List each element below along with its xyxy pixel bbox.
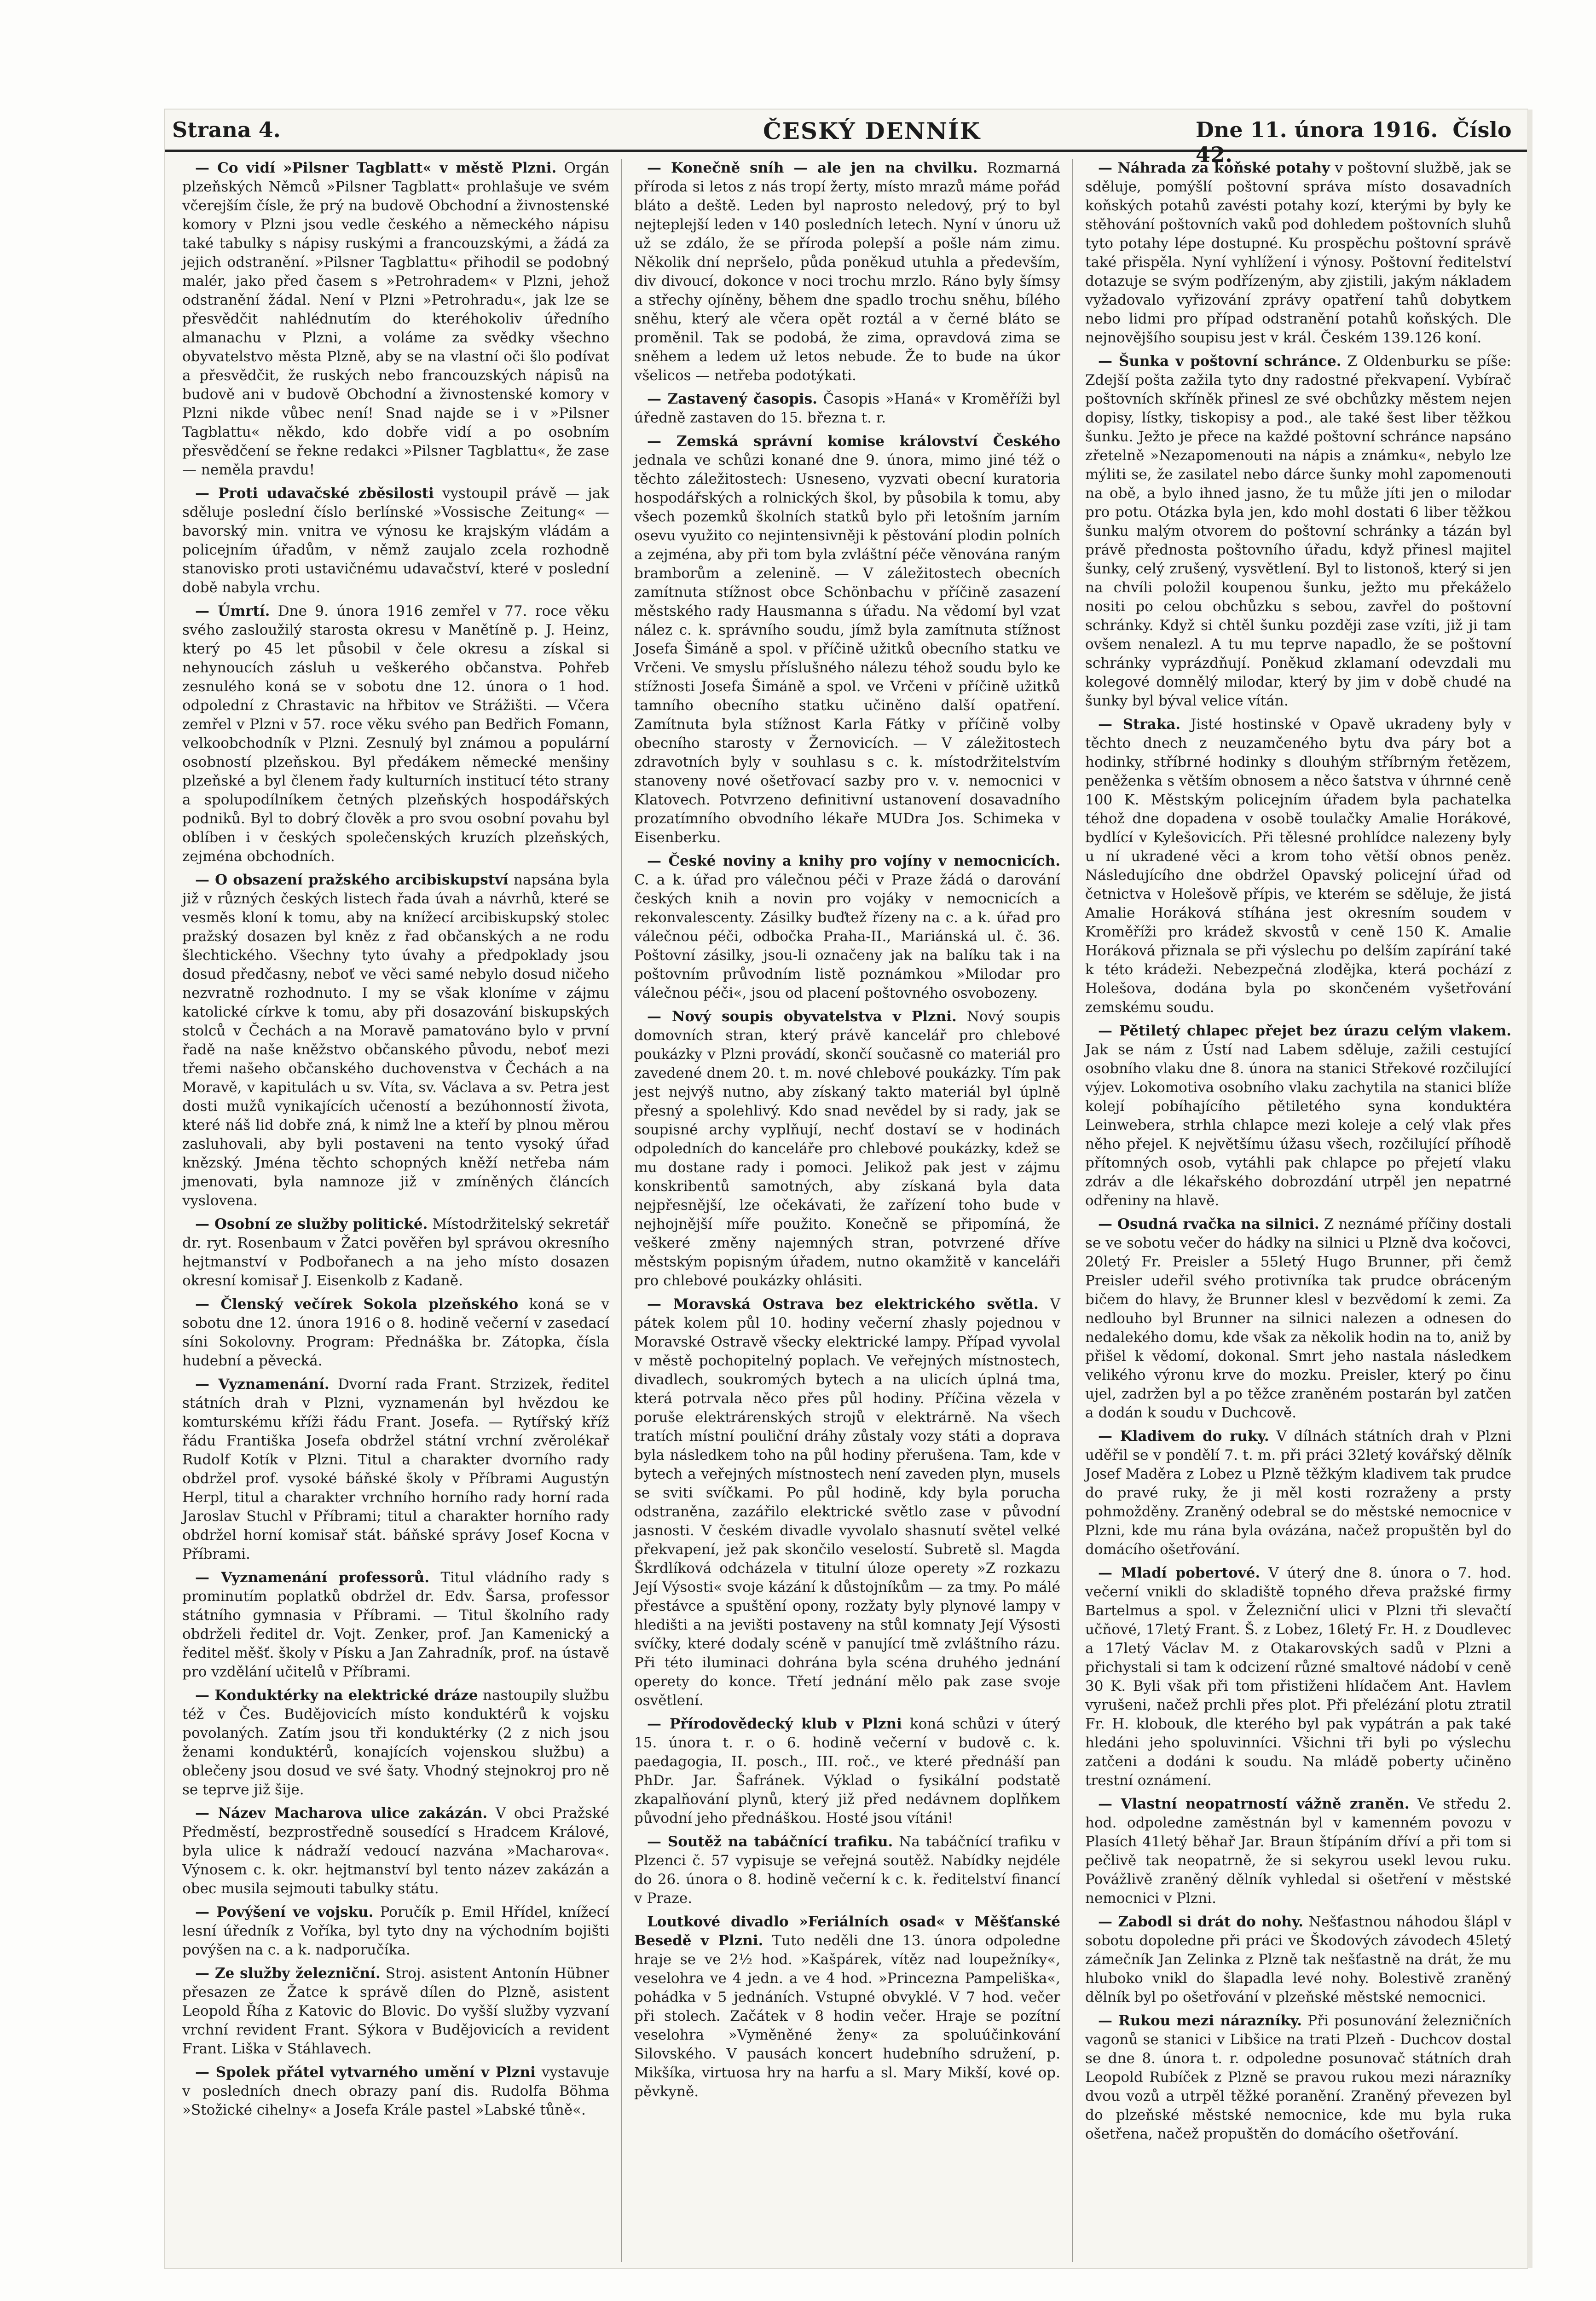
- article: [634, 1295, 1060, 1710]
- article-headline: — Náhrada za koňské potahy: [1098, 160, 1330, 176]
- article-body: koná se v sobotu dne 12. února 1916 o 8. hodině večerní v zasedací síni Sokolovny. Program: Přednáška br. Zátopka, čísla hudební a pěvecká.: [182, 1296, 609, 1369]
- article: [182, 484, 609, 597]
- article-body: Jak se nám z Ústí nad Labem sděluje, zažili cestující osobního vlaku dne 8. února na stanici Střekové rozčilující výjev. Lokomotiva osobního vlaku zachytila na stanici blíže kolejí pobíhajícího pětiletého syna konduktéra Leinwebera, strhla chlapce mezi koleje a celý vlak přes něho přejel. K největšímu úžasu všech, rozčilující příhodě přítomných osob, vytáhli pak chlapce po přejetí vlaku zdráv a dle lékařského dobrozdání utrpěl jen nepatrné odřeniny na hlavě.: [1085, 1041, 1511, 1209]
- article: [1085, 159, 1511, 347]
- page-number: Strana 4.: [172, 117, 281, 142]
- article: [1085, 2012, 1511, 2144]
- article-headline: — Spolek přátel vytvarného umění v Plzni: [195, 2064, 536, 2081]
- article: [1085, 1564, 1511, 1790]
- article: [1085, 352, 1511, 711]
- article-body: vystoupil právě — jak sděluje poslední číslo berlínské »Vossische Zeitung« — bavorský min. vnitra ve výnosu ke krajským vládám a policejním úřadům, v němž zaujalo zcela rozhodně stanovisko proti ustavičnému udavačství, které v poslední době nabyla vrchu.: [182, 485, 609, 596]
- article-body: koná schůzi v úterý 15. února t. r. o 6. hodině večerní v budově c. k. paedagogia, II. posch., III. roč., ve které přednáší pan PhDr. Jar. Šafránek. Výklad o fysikální podstatě zkapalňování plynů, který již před nedávnem doplňkem původní jeho přednáškou. Hosté jsou vítáni!: [634, 1716, 1060, 1827]
- column-2: [621, 159, 1072, 2262]
- article-body: Z neznámé příčiny dostali se ve sobotu večer do hádky na silnici u Plzně dva kočovci, 20letý Fr. Preisler a 55letý Hugo Brunner, při čemž Preisler udeřil svého protivníka tak prudce obráceným bičem do hlavy, že Brunner klesl v bezvědomí k zemi. Za nedlouho byl Brunner na silnici nalezen a odnesen do nedalekého domu, kde však za několik hodin na to, aniž by přišel k vědomí, dokonal. Smrt jeho nastala následkem velikého výronu krve do mozku. Preisler, který po činu ujel, zadržen byl a po těžce zraněném postarán byl zatčen a dodán k soudu v Duchcově.: [1085, 1216, 1512, 1421]
- article: [634, 1715, 1060, 1828]
- article-headline: — Mladí pobertové.: [1098, 1565, 1261, 1581]
- article: [182, 2063, 609, 2120]
- article: [634, 1913, 1060, 2101]
- article-body: jednala ve schůzi konané dne 9. února, mimo jiné též o těchto záležitostech: Usneseno, vyzvati obecní kuratoria hospodářských a rolnických škol, by působila k tomu, aby všech pozemků školních statků bylo při letošním jarním osevu využito co nejintensivněji k pěstování plodin polních a zejména, aby při tom byla zvláštní péče věnována raným bramborům a zelenině. — V záležitostech obecních zamítnuta stížnost obce Schönbachu v příčině zasazení městského rady Hausmanna s úřadu. Na vědomí byl vzat nález c. k. správního soudu, jímž byla zamítnuta stížnost Josefa Šimáně a spol. v příčině užitků obecního statku ve Vrčeni. Ve smyslu příslušného nálezu téhož soudu bylo ke stížnosti Josefa Šimáně a spol. ve Vrčeni v příčině užitků tamního obecního statku učiněno další opatření. Zamítnuta byla stížnost Karla Fátky v příčině volby obecního starosty v Žernovicích. — V záležitostech zdravotních byly v souhlasu s c. k. místodržitelstvím stanoveny nové ošetřovací sazby pro v. v. nemocnici v Klatovech. Potvrzeno definitivní ustanovení dosavadního prozatímního obvodního lékaře MUDra Jos. Schimeka v Eisenberku.: [634, 452, 1060, 846]
- article-headline: — O obsazení pražského arcibiskupství: [195, 872, 509, 888]
- article-body: vystavuje v posledních dnech obrazy paní dis. Rudolfa Böhma »Stožické cihelny« a Josefa Krále pastel »Labské tůně«.: [182, 2064, 609, 2118]
- article-body: V dílnách státních drah v Plzni uděřil se v pondělí 7. t. m. při práci 32letý kovářský dělník Josef Maděra z Lobez u Plzně těžkým kladivem tak prudce do pravé ruky, že ji měl kosti rozraženy a prsty pohmožděny. Zraněný odebral se do městské nemocnice v Plzni, kde mu rána byla ovázána, načež propuštěn byl do domácího ošetřování.: [1085, 1428, 1511, 1558]
- article-headline: — Kladivem do ruky.: [1098, 1428, 1269, 1445]
- article-headline: — Vlastní neopatrností vážně zraněn.: [1098, 1796, 1410, 1812]
- date: Dne 11. února 1916.: [1196, 117, 1438, 142]
- article-body: Časopis »Haná« v Kroměříži byl úředně zastaven do 15. března t. r.: [634, 391, 1060, 426]
- article: [182, 1295, 609, 1370]
- article-body: Z Oldenburku se píše: Zdejší pošta zažila tyto dny radostné překvapení. Vybírač poštovních skříněk přinesl ze své obchůzky městem nejen dopisy, lístky, tiskopisy a pod., ale také šest liber těžkou šunku. Ježto je přece na každé poštovní schránce napsáno zřetelně »Nezapomenouti na nápis a známku«, nebylo lze mýliti se, že zasilatel nebo dárce šunky mohl zapomenouti na obě, a bylo ihned jasno, že tu může jíti jen o milodar pro potu. Otázka byla jen, kdo mohl dostati 6 liber těžkou šunku malým otvorem do poštovní schránky a tázán byl právě přednosta poštovního úřadu, když přinesl majitel šunky, celý zrušený, vysvětlení. Byl to listonoš, který si jen na chvíli položil koupenou šunku, ježto mu překáželo nositi po celou obchůzku s sebou, zavřel do poštovní schránky. Když si chtěl šunku později zase vzíti, již ji tam ovšem nenalezl. A tu mu teprve napadlo, že se poštovní schránky vyprázdňují. Poněkud zklamaní odevzdali mu kolegové domnělý milodar, který by jim v době chudé na šunky byl býval velice vítán.: [1085, 353, 1511, 709]
- article-body: Na tabáčnící trafiku v Plzenci č. 57 vypisuje se veřejná soutěž. Nabídky nejdéle do 26. února o 8. hodině večerní k c. k. ředitelství financí v Praze.: [634, 1833, 1060, 1907]
- article: [1085, 715, 1511, 1017]
- article-headline: — Nový soupis obyvatelstva v Plzni.: [647, 1008, 957, 1025]
- article-body: nastoupily službu též v Čes. Budějovicích místo konduktérů k vojsku povolaných. Zatím jsou tři konduktérky (2 z nich jsou ženami konduktérů, konajících vojenskou službu) a oblečeny jsou dosud ve své šaty. Vhodný stejnokroj pro ně se teprve již šije.: [182, 1687, 610, 1798]
- article: [1085, 1913, 1511, 2007]
- article-headline: — Vyznamenání.: [195, 1376, 330, 1393]
- article: [634, 852, 1060, 1003]
- article: [634, 159, 1060, 385]
- article-body: Jisté hostinské v Opavě ukradeny byly v těchto dnech z neuzamčeného bytu dva páry bot a hodinky, stříbrné hodinky s dlouhým stříbrným řetězem, peněženka s větším obnosem a něco šatstva v úhrnné ceně 100 K. Městským policejním úřadem byla pachatelka téhož dne dopadena v osobě toulačky Amalie Horákové, bydlící v Kylešovicích. Při tělesné prohlídce nalezeny byly u ní ukradené věci a krom toho větší obnos peněz. Následujícího dne obdržel Opavský policejní úřad od četnictva v Holešově přípis, ve kterém se sděluje, že jistá Amalie Horáková stíhána jest okresním soudem v Kroměříži pro krádež skvostů v ceně 150 K. Amalie Horáková přiznala se při výslechu po delším zapírání také k této krádeži. Nebezpečná zlodějka, která pochází z Holešova, dodána byla po skončeném vyšetřování zemskému soudu.: [1085, 716, 1511, 1016]
- article-body: Dne 9. února 1916 zemřel v 77. roce věku svého zasloužilý starosta okresu v Manětíně p. J. Heinz, který po 45 let působil v čele okresu a získal si nehynoucích zásluh u veškerého občanstva. Pohřeb zesnulého koná se v sobotu dne 12. února o 1 hod. odpolední z Chrastavic na hřbitov ve Strážišti. — Včera zemřel v Plzni v 57. roce věku svého pan Bedřich Fomann, velkoobchodník v Plzni. Zesnulý byl známou a populární osobností plzeňskou. Byl předákem německé menšiny plzeňské a byl členem řady kulturních institucí této strany a spolupodílníkem četných plzeňských hospodářských podniků. Byl to dobrý člověk a pro svou osobní povahu byl oblíben i v českých společenských kruzích plzeňských, zejména obchodních.: [182, 603, 609, 865]
- article: [182, 1215, 609, 1290]
- article: [1085, 1215, 1511, 1422]
- article: [182, 159, 609, 480]
- article-headline: — Vyznamenání professorů.: [195, 1569, 429, 1586]
- article-body: Nový soupis domovních stran, který právě kancelář pro chlebové poukázky v Plzni provádí, skončí současně co materiál pro zavedené dnem 20. t. m. nové chlebové poukázky. Tím pak jest nejvýš nutno, aby získaný takto materiál byl úplně přesný a spolehlivý. Kdo snad nevědel by si rady, jak se soupisné archy vyplňují, nechť dostaví se v hodinách odpoledních do kanceláře pro chlebové poukázky, kdež se mu dostane rady i pomoci. Jelikož pak jest v zájmu konskribentů samotných, aby získaná byla data nejpřesnější, lze očekávati, že zařízení toho bude v nejhojnější míře použito. Konečně se připomíná, že veškeré změny najemných stran, potvrzené dříve městským popisným úřadem, nutno okamžitě v kanceláři pro chlebové poukázky ohlásiti.: [634, 1008, 1061, 1289]
- article-body: Dvorní rada Frant. Strzizek, ředitel státních drah v Plzni, vyznamenán byl hvězdou ke komturskému kříži řádu Frant. Josefa. — Rytířský kříž řádu Františka Josefa obdržel státní vrchní zvěrolékař Rudolf Kotík v Plzni. Titul a charakter dvorního rady obdržel prof. vysoké báňské školy v Příbrami Augustýn Herpl, titul a charakter vrchního horního rady horní rada Jaroslav Stuchl v Příbrami; titul a charakter horního rady obdržel horní komisař stát. báňské správy Josef Kocna v Příbrami.: [182, 1376, 609, 1562]
- article-headline: — Konečně sníh — ale jen na chvilku.: [647, 160, 978, 176]
- article-headline: — Zabodl si drát do nohy.: [1098, 1914, 1304, 1930]
- article-body: V pátek kolem půl 10. hodiny večerní zhasly pojednou v Moravské Ostravě všecky elektrické lampy. Případ vyvolal v městě pochopitelný poplach. Ve veřejných místnostech, divadlech, soukromých bytech a na ulicích úplná tma, která potrvala něco přes půl hodiny. Příčina vězela v poruše elektrárenských strojů v elektrárně. Na všech tratích místní pouliční dráhy zůstaly vozy státi a doprava byla následkem toho na půl hodiny přerušena. Tam, kde v bytech a veřejných místnostech není zaveden plyn, musels se sviti svíčkami. Po půl hodině, kdy byla porucha odstraněna, zazářilo elektrické světlo zase v původní jasnosti. V českém divadle vyvolalo shasnutí světel velké překvapení, jež pak skončilo veselostí. Subretě sl. Magda Škrdlíková odcházela v titulní úloze operety »Z rozkazu Její Výsosti« svoje kázání k důstojníkům — za tmy. Po málé přestávce a spuštění opony, rozžaty byly plynové lampy v hledišti a na jevišti postaveny na stůl komnaty Její Výsosti svíčky, které dodaly scéně v panující tmě zvláštního rázu. Při této iluminaci dohrána byla scéna druhého jednání operety do konce. Třetí jednání mělo pak zase svoje osvětlení.: [634, 1296, 1060, 1709]
- article-body: Ve středu 2. hod. odpoledne zaměstnán byl v kamenném povozu v Plasích 41letý běhař Jar. Braun štípáním dříví a při tom si pečlivě tak neopatrně, že si sekyrou usekl levou ruku. Povážlivě zraněný dělník vyhledal si ošetření v městské nemocnici v Plzni.: [1085, 1796, 1512, 1907]
- article-headline: — Povýšení ve vojsku.: [195, 1904, 374, 1920]
- article-body: Titul vládního rady s prominutím poplatků obdržel dr. Edv. Šarsa, professor státního gymnasia v Příbrami. — Titul školního rady obdrželi ředitel dr. Vojt. Zenker, prof. Jan Kamenický a ředitel měšť. školy v Písku a Jan Zahradník, prof. na ústavě pro vzdělání učitelů v Příbrami.: [182, 1569, 610, 1680]
- article-headline: — Přírodovědecký klub v Plzni: [647, 1716, 902, 1732]
- article-headline: — Konduktérky na elektrické dráze: [195, 1687, 478, 1704]
- article-headline: — Název Macharova ulice zakázán.: [195, 1805, 488, 1821]
- article-headline: — České noviny a knihy pro vojíny v nemocnicích.: [647, 853, 1060, 869]
- article-body: Poručík p. Emil Hřídel, knížecí lesní úředník z Voříka, byl tyto dny na východním bojišti povýšen na c. a k. nadporučíka.: [182, 1904, 609, 1958]
- article: [182, 1375, 609, 1564]
- article-body: C. a k. úřad pro válečnou péči v Praze žádá o darování českých knih a novin pro vojáky v nemocnicích a rekonvalescenty. Zásilky buďtež řízeny na c. a k. úřad pro válečnou péči, odbočka Praha-II., Mariánská ul. č. 36. Poštovní zásilky, jsou-li označeny jak na balíku tak i na poštovním průvodním listě poznámkou »Milodar pro válečnou péči«, jsou od placení poštovného osvobozeny.: [634, 872, 1060, 1001]
- article: [634, 432, 1060, 847]
- article: [182, 1568, 609, 1682]
- article: [634, 1833, 1060, 1908]
- article-headline: — Osudná rvačka na silnici.: [1098, 1216, 1319, 1232]
- article-body: napsána byla již v různých českých listech řada úvah a návrhů, které se vesměs kloní k tomu, aby na knížecí arcibiskupský stolec pražský dosazen byl kněz z řad občanských a ne rodu šlechtického. Všechny tyto úvahy a předpoklady jsou dosud předčasny, neboť ve věci samé nebylo dosud ničeho nezvratně rozhodnuto. I my se však kloníme v zájmu katolické církve k tomu, aby při dosazování biskupských stolců v Čechách a na Moravě pamatováno bylo v první řadě na naše kněžstvo občanského původu, neboť mezi třemi našeho občanského duchovenstva v Čechách a na Moravě, v kapitulách u sv. Víta, sv. Václava a sv. Petra jest dosti mužů vynikajících učeností a bezúhonností života, které náš lid dobře zná, k nimž lne a kteří by plnou měrou zasluhovali, aby byli postaveni na tento vysoký úřad knězský. Jména těchto schopných kněží netřeba nám jmenovati, byla namnoze již v zmíněných článcích vyslovena.: [182, 872, 609, 1209]
- article-headline: — Osobní ze služby politické.: [195, 1216, 428, 1232]
- article: [1085, 1795, 1511, 1908]
- article-headline: — Rukou mezi nárazníky.: [1098, 2012, 1302, 2029]
- article-body: v poštovní službě, jak se sděluje, pomýšlí poštovní správa místo dosavadních koňských potahů zavésti potahy kozí, kterými by byly ke stěhování poštovních vaků pod dohledem poštovních sluhů tyto potahy lépe dostupné. Ku prospěchu poštovní správě také přispěla. Nyní vyhlížení i výnosy. Poštovní ředitelství dotazuje se svým podřízeným, aby zjistili, jakým nákladem vyžadovalo vyřizování zprávy opatření tahů dobytkem nebo lidmi pro případ odstranění potahů koňských. Dle nejnovějšího soupisu jest v král. Českém 139.126 koní.: [1085, 160, 1511, 346]
- article: [634, 1007, 1060, 1290]
- article: [1085, 1022, 1511, 1210]
- article-headline: — Proti udavačské zběsilosti: [195, 485, 434, 502]
- article-headline: — Šunka v poštovní schránce.: [1098, 353, 1342, 370]
- page-header: [165, 117, 1527, 167]
- article-headline: — Moravská Ostrava bez elektrického světla.: [647, 1296, 1039, 1312]
- article-body: Nešťastnou náhodou šlápl v sobotu dopoledne při práci ve Škodových závodech 45letý zámečník Jan Zelinka z Plzně tak nešťastně na drát, že mu hluboko vnikl do šlapadla levé nohy. Bolestivě zraněný dělník byl po ošetřování v plzeňské městské nemocnici.: [1085, 1914, 1511, 2006]
- article-body: V obci Pražské Předměstí, bezprostředně sousedící s Hradcem Králové, byla ulice k nádraží vedoucí nazvána »Macharova«. Výnosem c. k. okr. hejtmanství byl tento název zakázán a obec musila sejmouti tabulky státu.: [182, 1805, 609, 1897]
- article-columns: [170, 159, 1523, 2262]
- article-body: Místodržitelský sekretář dr. ryt. Rosenbaum v Žatci pověřen byl správou okresního hejtmanství v Podbořanech a na jeho místo dosazen okresní komisař J. Eisenkolb z Kadaně.: [182, 1216, 609, 1289]
- article: [634, 390, 1060, 428]
- column-1: [170, 159, 621, 2262]
- article-body: Stroj. asistent Antonín Hübner přesazen ze Žatce k správě dílen do Plzně, asistent Leopold Říha z Katovic do Blovic. Do vyšší služby vyzvaní vrchní revident Frant. Sýkora v Budějovicích a revident Frant. Liška v Stáhlavech.: [182, 1965, 609, 2057]
- article-headline: — Co vidí »Pilsner Tagblatt« v městě Plzni.: [195, 160, 557, 176]
- article: [182, 1686, 609, 1799]
- article-headline: — Zastavený časopis.: [647, 391, 817, 407]
- article-body: Tuto neděli dne 13. února odpoledne hraje se ve 2½ hod. »Kašpárek, vítěz nad loupežníky«, veselohra ve 4 jedn. a ve 4 hod. »Princezna Pampeliška«, pohádka v 5 jednáních. Vstupné obvyklé. V 7 hod. večer při stolech. Začátek v 8 hodin večer. Hraje se pozítní veselohra »Vyměněné ženy« za spoluúčinkování Silovského. V pausách koncert hudebního sdružení, p. Mikšíka, virtuosa hry na harfu a sl. Mary Mikší, kové op. pěvkyně.: [634, 1932, 1060, 2100]
- article: [182, 1804, 609, 1898]
- article-headline: — Pětiletý chlapec přejet bez úrazu celým vlakem.: [1098, 1023, 1511, 1039]
- article-body: V úterý dne 8. února o 7. hod. večerní vnikli do skladiště topného dřeva pražské firmy Bartelmus a spol. v Železniční ulici v Plzni tři slevačtí učňové, 17letý Frant. Š. z Lobez, 16letý Fr. H. z Doudlevec a 17letý Václav M. z Otakarovských sadů v Plzni a přichystali si tam k odcizení různé smaltové nádobí v ceně 30 K. Byli však při tom přistiženi hlídačem Ant. Havlem vyrušeni, načež prchli přes plot. Při přelézání plotu ztratil Fr. H. klobouk, dle kterého byl pak vypátrán a pak také hledáni jeho spoluvinníci. Všichni tři byli po výslechu zatčeni a dodáni k soudu. Na mládě poberty učiněno trestní oznámení.: [1085, 1565, 1511, 1789]
- article-headline: — Zemská správní komise království Českého: [647, 433, 1060, 450]
- page-edge: [1527, 110, 1532, 2268]
- article: [182, 602, 609, 866]
- article: [182, 1964, 609, 2058]
- article-body: Při posunování železničních vagonů se stanici v Libšice na trati Plzeň - Duchcov dostal se dne 8. února t. r. odpoledne posunovač státních drah Leopold Rubíček z Plzně se pravou rukou mezi nárazníky dvou vozů a utrpěl těžké poranění. Zraněný převezen byl do plzeňské městské nemocnice, kde mu byla ruka ošetřena, načež propuštěn do domácího ošetřování.: [1085, 2012, 1512, 2142]
- article-headline: — Soutěž na tabáčnící trafiku.: [647, 1833, 893, 1850]
- column-3: [1072, 159, 1523, 2262]
- article-headline: — Straka.: [1098, 716, 1181, 733]
- article-body: Rozmarná příroda si letos z nás tropí žerty, místo mrazů máme pořád bláto a deště. Leden byl naprosto neledový, prý to byl nejteplejší leden v 140 posledních letech. Nyní v únoru už už se zdálo, že se příroda polepší a pošle nám zimu. Několik dní nepršelo, půda poněkud utuhla a především, div divoucí, dokonce v noci trochu mrzlo. Ráno byly šímsy a střechy ojíněny, během dne spadlo trochu sněhu, bílého sněhu, který ale včera opět roztál a v černé bláto se proměnil. Tak se podobá, že zima, opravdová zima se sněhem a ledem už letos nebude. Že to bude na úkor všelicos — netřeba podotýkati.: [634, 160, 1060, 384]
- issue-number: Číslo 42.: [1196, 117, 1512, 167]
- article: [1085, 1427, 1511, 1559]
- article-headline: — Úmrtí.: [195, 603, 270, 619]
- article-headline: — Ze služby železniční.: [195, 1965, 381, 1982]
- article-body: Orgán plzeňských Němců »Pilsner Tagblatt« prohlašuje ve svém včerejším čísle, že prý na budově Obchodní a živnostenské komory v Plzni jsou vedle českého a německého nápisu také tabulky s nápisy ruskými a francouzskými, a žádá za jejich odstranění. »Pilsner Tagblattu« přihodil se podobný malér, jako před časem s »Petrohradem« v Plzni, jehož odstranění žádal. Není v Plzni »Petrohradu«, jak lze se přesvědčit nahlédnutím do kteréhokoliv úředního almanachu v Plzni, a voláme za svědky všechno obyvatelstvo města Plzně, aby se na vlastní oči šlo podívat a přesvědčit, že ruských nebo francouzských nápisů na budově ani v budově Obchodní a živnostenské komory v Plzni nikde vůbec není! Snad najde se i v »Pilsner Tagblattu« někdo, kdo dobře vidí a po osobním přesvědčení se řekne redakci »Pilsner Tagblattu«, že zase — neměla pravdu!: [182, 160, 610, 478]
- article: [182, 1903, 609, 1960]
- masthead: ČESKÝ DENNÍK: [763, 117, 981, 145]
- article-headline: Loutkové divadlo »Feriálních osad« v Měšťanské Besedě v Plzni.: [634, 1914, 1060, 1949]
- article-headline: — Členský večírek Sokola plzeňského: [195, 1296, 519, 1312]
- article: [182, 871, 609, 1210]
